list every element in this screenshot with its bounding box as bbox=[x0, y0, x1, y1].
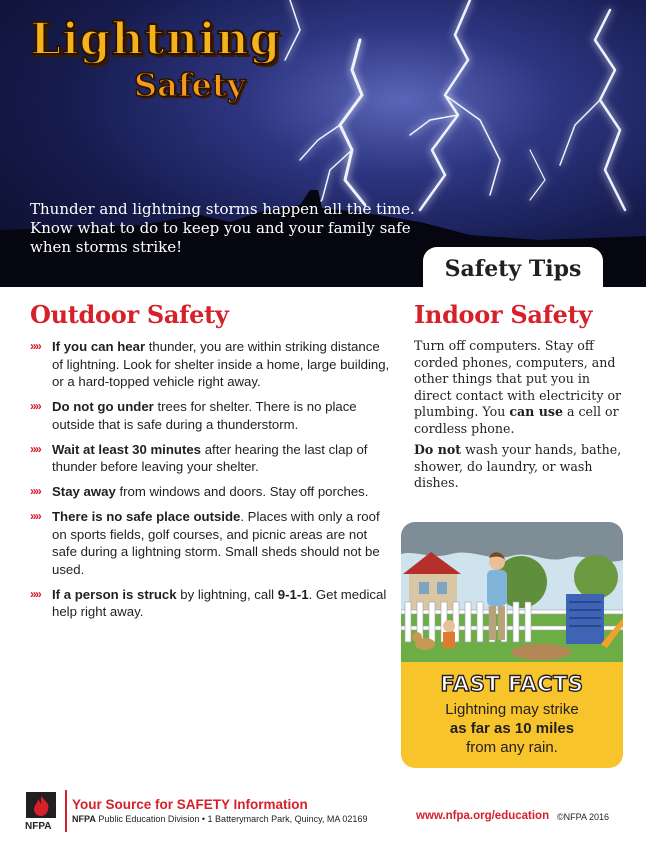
fast-facts-line: Lightning may strike bbox=[445, 701, 579, 718]
chevron-bullet-icon: »» bbox=[30, 399, 41, 413]
tip-text: . Places with only a roof on sports fields, golf courses, and picnic areas are not safe during a lightning storm. Small sheds should not be used. bbox=[52, 509, 380, 577]
indoor-emphasis: Do not bbox=[414, 442, 462, 457]
chevron-bullet-icon: »» bbox=[30, 441, 41, 456]
footer-address-text: Public Education Division • 1 Batterymarch Park, Quincy, MA 02169 bbox=[95, 814, 368, 824]
indoor-safety-title: Indoor Safety bbox=[414, 300, 593, 329]
tip-text: from windows and doors. Stay off porches. bbox=[115, 484, 369, 499]
footer-copyright: ©NFPA 2016 bbox=[557, 812, 609, 822]
family-outdoor-illustration bbox=[401, 522, 623, 662]
chevron-bullet-icon: »» bbox=[30, 586, 41, 601]
logo-text: NFPA bbox=[25, 821, 52, 832]
nfpa-logo-icon bbox=[24, 790, 62, 832]
tip-text: thunder, you are within striking distance of lightning. Look for shelter inside a home, large building, or a hard-topped vehicle right away. bbox=[52, 339, 390, 389]
fast-facts-emphasis: as far as 10 miles bbox=[449, 720, 575, 737]
tip-text: after hearing the last clap of thunder before leaving your shelter. bbox=[52, 441, 368, 474]
tip-lead: If a person is struck bbox=[52, 586, 177, 602]
indoor-text: wash your hands, bathe, shower, do laundry, or wash dishes. bbox=[414, 442, 622, 490]
tip-lead: Do not go under bbox=[52, 399, 154, 414]
indoor-paragraph bbox=[414, 442, 624, 492]
fast-facts-title: FAST FACTS bbox=[440, 672, 584, 696]
fast-facts-line: from any rain. bbox=[466, 739, 558, 756]
list-item bbox=[30, 508, 390, 578]
page-subtitle: Safety bbox=[134, 66, 246, 104]
list-item bbox=[30, 398, 390, 433]
outdoor-safety-list bbox=[30, 338, 390, 628]
chevron-bullet-icon: »» bbox=[30, 484, 41, 498]
indoor-paragraph bbox=[414, 338, 624, 437]
tip-text: trees for shelter. There is no place outside that is safe during a thunderstorm. bbox=[52, 399, 357, 432]
chevron-bullet-icon: »» bbox=[30, 339, 41, 353]
tip-lead: Stay away bbox=[52, 484, 116, 499]
indoor-emphasis: can use bbox=[509, 404, 563, 419]
outdoor-safety-title: Outdoor Safety bbox=[30, 300, 229, 329]
fast-facts-body bbox=[401, 700, 623, 757]
tip-lead: Wait at least 30 minutes bbox=[52, 441, 202, 457]
intro-text: Thunder and lightning storms happen all the time. Know what to do to keep you and your family safe when storms strike! bbox=[30, 200, 415, 256]
fast-facts-box bbox=[401, 662, 623, 768]
list-item bbox=[30, 586, 390, 621]
tip-text: . Get medical help right away. bbox=[52, 586, 387, 619]
tip-lead: There is no safe place outside bbox=[52, 509, 241, 524]
indoor-safety-text bbox=[414, 338, 624, 497]
footer-org: NFPA bbox=[72, 814, 96, 824]
emergency-number: 9-1-1 bbox=[277, 586, 309, 602]
indoor-text: a cell or cordless phone. bbox=[414, 404, 619, 436]
footer-tagline: Your Source for SAFETY Information bbox=[72, 797, 308, 812]
tip-lead: If you can hear bbox=[52, 339, 146, 354]
footer-url-link[interactable]: www.nfpa.org/education bbox=[416, 810, 550, 822]
safety-tips-tab: Safety Tips bbox=[423, 247, 603, 287]
chevron-bullet-icon: »» bbox=[30, 509, 41, 523]
list-item bbox=[30, 441, 390, 476]
tip-text: by lightning, call bbox=[176, 586, 278, 602]
page-title: Lightning bbox=[30, 14, 282, 65]
list-item bbox=[30, 483, 390, 501]
footer-divider bbox=[65, 790, 67, 832]
footer-address bbox=[72, 814, 367, 824]
hero-banner bbox=[0, 0, 646, 287]
indoor-text: Turn off computers. Stay off corded phones, computers, and other things that put you in direct contact with electricity or plumbing. You bbox=[414, 338, 622, 419]
list-item bbox=[30, 338, 390, 391]
